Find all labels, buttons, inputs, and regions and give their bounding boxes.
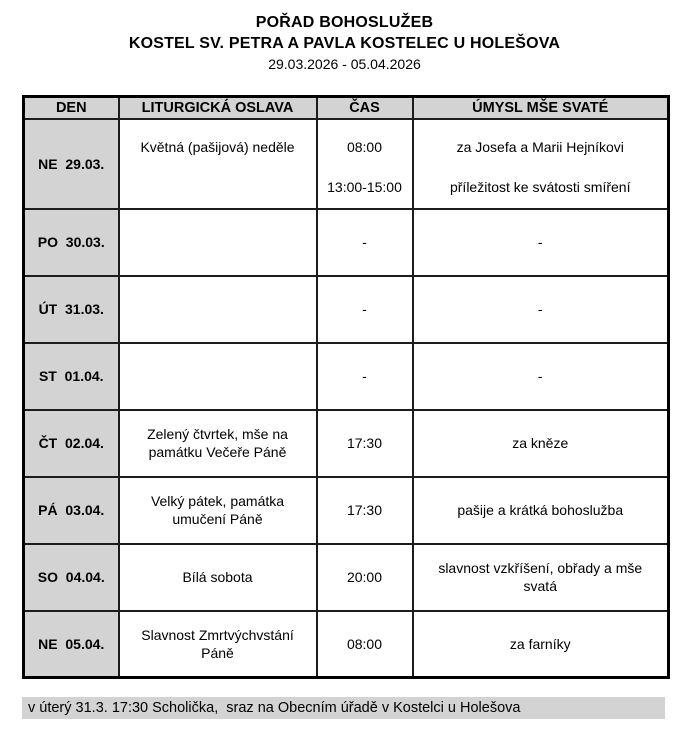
celebration-cell [119, 119, 317, 209]
intention-cell-text: - [537, 368, 543, 384]
celebration-cell [119, 477, 317, 544]
column-header: LITURGICKÁ OSLAVA [119, 97, 317, 119]
time-cell [317, 119, 413, 209]
time-cell [317, 544, 413, 611]
intention-cell-text: - [537, 234, 543, 250]
time-cell-text: 08:00 [346, 138, 383, 155]
time-cell-text: 08:00 [346, 635, 383, 652]
intention-cell-text: - [537, 301, 543, 317]
doc-date-range: 29.03.2026 - 05.04.2026 [268, 56, 421, 72]
time-cell [317, 276, 413, 343]
intention-cell [413, 276, 669, 343]
celebration-cell [119, 276, 317, 343]
celebration-cell [119, 611, 317, 678]
table-row [24, 477, 669, 544]
document-header [0, 12, 689, 75]
celebration-cell-text: Slavnost Zmrtvýchvstání Páně [141, 626, 294, 661]
celebration-cell-text: Zelený čtvrtek, mše na památku Večeře Páně [147, 426, 288, 460]
intention-cell [413, 544, 669, 611]
celebration-cell [119, 544, 317, 611]
intention-cell-text: slavnost vzkříšení, obřady a mše svatá [438, 560, 643, 594]
intention-cell-text: za kněze [512, 435, 569, 451]
day-cell: PO 30.03. [24, 209, 119, 276]
celebration-cell [119, 209, 317, 276]
time-cell-text: - [362, 234, 367, 250]
time-cell [317, 343, 413, 410]
celebration-cell [119, 410, 317, 477]
intention-cell [413, 343, 669, 410]
table-row [24, 410, 669, 477]
table-row [24, 544, 669, 611]
day-cell: ST 01.04. [24, 343, 119, 410]
day-cell: NE 29.03. [24, 119, 119, 209]
column-header: ČAS [317, 97, 413, 119]
doc-title: POŘAD BOHOSLUŽEB [255, 14, 434, 31]
column-header: ÚMYSL MŠE SVATÉ [413, 97, 669, 119]
time-cell-text: 13:00-15:00 [327, 178, 402, 195]
schedule-table [22, 95, 670, 679]
intention-cell [413, 209, 669, 276]
time-cell-text: - [362, 301, 367, 317]
time-cell [317, 209, 413, 276]
intention-cell-text: pašije a krátká bohoslužba [457, 502, 624, 518]
intention-cell-text: za farníky [509, 635, 571, 652]
day-cell: ÚT 31.03. [24, 276, 119, 343]
intention-cell-text: za Josefa a Marii Hejníkovi [456, 138, 624, 155]
celebration-cell [119, 343, 317, 410]
intention-cell [413, 611, 669, 678]
table-row [24, 276, 669, 343]
time-cell [317, 477, 413, 544]
table-row [24, 119, 669, 209]
intention-cell-text: příležitost ke svátosti smíření [449, 178, 631, 195]
time-cell-text: 20:00 [346, 569, 383, 585]
celebration-cell-text: Bílá sobota [182, 569, 253, 585]
intention-cell [413, 477, 669, 544]
day-cell: NE 05.04. [24, 611, 119, 678]
time-cell [317, 611, 413, 678]
day-cell: SO 04.04. [24, 544, 119, 611]
table-header-row [24, 97, 669, 119]
table-row [24, 611, 669, 678]
table-row [24, 209, 669, 276]
doc-subtitle: KOSTEL SV. PETRA A PAVLA KOSTELEC U HOLEŠOVA [128, 35, 561, 52]
table-row [24, 343, 669, 410]
column-header: DEN [24, 97, 119, 119]
time-cell-text: 17:30 [346, 435, 383, 451]
day-cell: PÁ 03.04. [24, 477, 119, 544]
time-cell-text: 17:30 [346, 502, 383, 518]
celebration-cell-text: Květná (pašijová) neděle [140, 138, 295, 155]
intention-cell [413, 119, 669, 209]
footer-note: v úterý 31.3. 17:30 Scholička, sraz na Obecním úřadě v Kostelci u Holešova [22, 697, 665, 719]
intention-cell [413, 410, 669, 477]
time-cell-text: - [362, 368, 367, 384]
time-cell [317, 410, 413, 477]
celebration-cell-text: Velký pátek, památka umučení Páně [150, 493, 285, 527]
day-cell: ČT 02.04. [24, 410, 119, 477]
